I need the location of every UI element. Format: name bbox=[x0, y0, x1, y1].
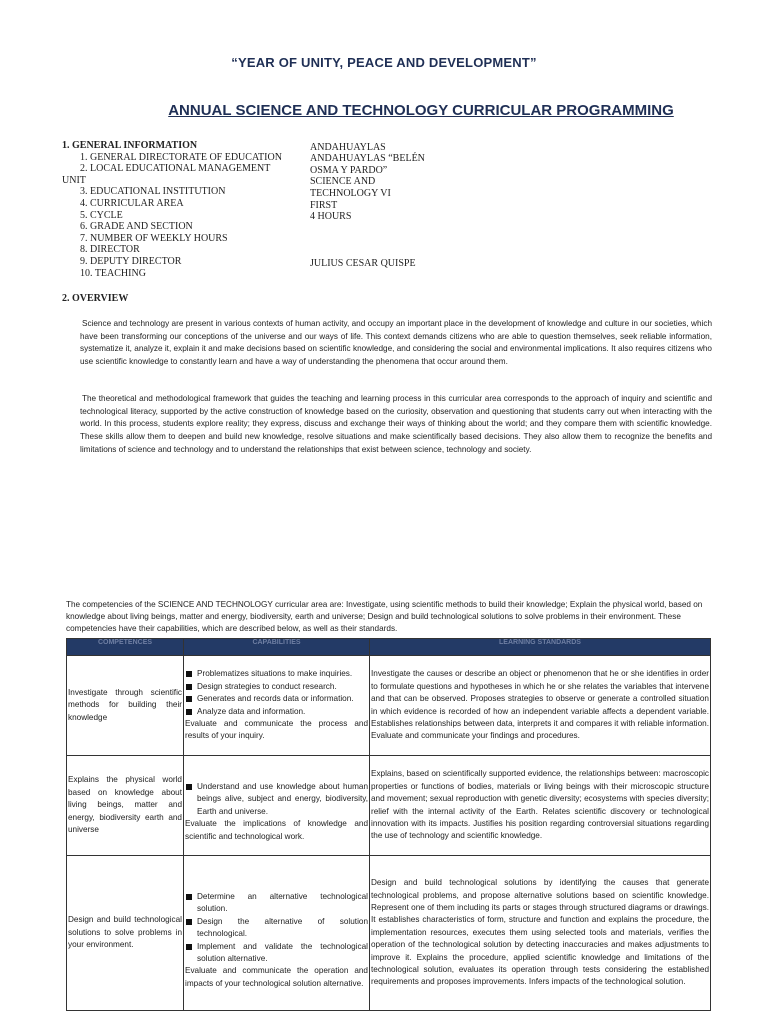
competencies-intro: The competencies of the SCIENCE AND TECHNOLOGY curricular area are: Investigate, using scientific methods to build their knowledge; Explain the physical world, based on knowledge about living beings, matter and energy, biodiversity, earth and universe; Design and build technological solutions to solve problems in their environment. These competencies have their capabilities, which are described below, as well as their standards. bbox=[66, 600, 703, 634]
capability-item: Determine an alternative technological solution. bbox=[185, 891, 368, 916]
info-value bbox=[310, 223, 450, 235]
capability-item: Problematizes situations to make inquiries. bbox=[185, 668, 368, 680]
competencies-table bbox=[66, 638, 711, 1011]
capabilities-cell bbox=[184, 756, 370, 856]
table-row bbox=[67, 856, 711, 1011]
info-value: ANDAHUAYLAS “BELÉN bbox=[310, 153, 425, 165]
info-value: TECHNOLOGY VI bbox=[310, 187, 391, 199]
capability-item: Analyze data and information. bbox=[185, 706, 368, 718]
info-value bbox=[310, 246, 450, 258]
info-label: 10. TEACHING bbox=[80, 267, 146, 279]
info-value: ANDAHUAYLAS bbox=[310, 141, 386, 153]
info-label: 7. NUMBER OF WEEKLY HOURS bbox=[80, 232, 228, 244]
overview-paragraph-2: The theoretical and methodological framework that guides the teaching and learning process in this curricular area corresponds to the approach of inquiry and scientific and technological literacy, supported by the active construction of knowledge based on the curiosity, observation and questioning that students carry out when interacting with the world. In this process, students explore reality; they express, discuss and exchange their ways of thinking about the world; and they compare them with scientific knowledge. These skills allow them to deepen and build new knowledge, resolve situations and make scientifically based decisions. They also allow them to recognize the benefits and limitations of science and technology and to understand the relationships that exist between science, technology and society. bbox=[80, 394, 712, 454]
competence-cell: Investigate through scientific methods for building their knowledge bbox=[67, 656, 184, 756]
info-label: 6. GRADE AND SECTION bbox=[80, 221, 193, 233]
competence-cell: Design and build technological solutions to solve problems in your environment. bbox=[67, 856, 184, 1011]
info-value: OSMA Y PARDO” bbox=[310, 164, 388, 176]
overview-paragraph-1: Science and technology are present in various contexts of human activity, and occupy an important place in the development of knowledge and culture in our societies, which have been transforming our conceptions of the universe and our ways of life. This context demands citizens who are able to question themselves, seek reliable information, systematize it, analyze it, explain it and make decisions based on scientific knowledge, and considering the social and environmental implications. It also requires citizens who use scientific knowledge to constantly learn and have a way of understanding the phenomena that occur around them. bbox=[80, 319, 712, 367]
info-value: FIRST bbox=[310, 199, 338, 211]
info-label: 1. GENERAL DIRECTORATE OF EDUCATION bbox=[80, 151, 282, 163]
section-heading-general-information: 1. GENERAL INFORMATION bbox=[62, 140, 198, 151]
slogan: “YEAR OF UNITY, PEACE AND DEVELOPMENT” bbox=[231, 55, 537, 70]
info-label: 8. DIRECTOR bbox=[80, 244, 140, 256]
info-value bbox=[310, 234, 450, 246]
standard-cell: Investigate the causes or describe an object or phenomenon that he or she identifies in order to formulate questions and hypotheses in which he or she relates the variables that intervene and that can be observed. Proposes strategies to observe or generate a controlled situation in which evidence is recorded of how an independent variable affects a dependent variable. Establishes relationships between data, interprets it and compares it with reliable information. Evaluate and communicate your findings and procedures. bbox=[370, 656, 711, 756]
capability-evaluate: Evaluate and communicate the process and results of your inquiry. bbox=[185, 718, 368, 741]
info-label: 4. CURRICULAR AREA bbox=[80, 197, 184, 209]
column-header-capabilities: CAPABILITIES bbox=[184, 639, 370, 656]
section-heading-overview: 2. OVERVIEW bbox=[62, 293, 129, 304]
page-title: ANNUAL SCIENCE AND TECHNOLOGY CURRICULAR PROGRAMMING bbox=[168, 102, 674, 119]
info-label: 3. EDUCATIONAL INSTITUTION bbox=[80, 186, 226, 198]
capability-item: Understand and use knowledge about human beings alive, subject and energy, biodiversity, Earth and universe. bbox=[185, 781, 368, 818]
capabilities-cell bbox=[184, 656, 370, 756]
info-label: 2. LOCAL EDUCATIONAL MANAGEMENT bbox=[80, 163, 271, 175]
table-header-row bbox=[67, 639, 711, 656]
capability-item: Generates and records data or information. bbox=[185, 693, 368, 705]
table-row bbox=[67, 756, 711, 856]
competence-cell: Explains the physical world based on knowledge about living beings, matter and energy, biodiversity earth and universe bbox=[67, 756, 184, 856]
capability-evaluate: Evaluate and communicate the operation and impacts of your technological solution alternative. bbox=[185, 966, 368, 988]
info-label: 9. DEPUTY DIRECTOR bbox=[80, 255, 182, 267]
capability-item: Design the alternative of solution technological. bbox=[185, 916, 368, 941]
info-value: SCIENCE AND bbox=[310, 176, 376, 188]
column-header-competences: COMPETENCES bbox=[67, 639, 184, 656]
info-label: 5. CYCLE bbox=[80, 209, 123, 221]
info-label: UNIT bbox=[62, 174, 86, 186]
general-information-list bbox=[62, 140, 312, 279]
capability-item: Design strategies to conduct research. bbox=[185, 681, 368, 693]
column-header-learning-standards: LEARNING STANDARDS bbox=[370, 639, 711, 656]
standard-cell: Explains, based on scientifically supported evidence, the relationships between: macroscopic properties or functions of bodies, materials or living beings with their microscopic structure and movement; sexual reproduction with genetic diversity; ecosystems with species diversity; relief with the internal activity of the Earth. Relates scientific discovery or technological innovation with its impacts. Justifies his position regarding controversial situations regarding the use of technology and scientific knowledge. bbox=[370, 756, 711, 856]
capabilities-cell bbox=[184, 856, 370, 1011]
info-value: JULIUS CESAR QUISPE bbox=[310, 257, 416, 269]
capability-evaluate: Evaluate the implications of knowledge and scientific and technological work. bbox=[185, 819, 368, 841]
standard-cell: Design and build technological solutions by identifying the causes that generate technological problems, and propose alternative solutions based on scientific knowledge. Represent one of them including its parts or stages through structured diagrams or drawings. It establishes characteristics of form, structure and function and explains the procedure, the implementation resources, executes them using selected tools and materials, verifies the operation of the technological solution by detecting inaccuracies and makes adjustments to improve it. Explains the procedure, applied scientific knowledge and limitations of the technological solution, evaluates its operation through tests considering the established requirements and proposes improvements. Infers impacts of the technological solution. bbox=[370, 856, 711, 1011]
capability-item: Implement and validate the technological solution alternative. bbox=[185, 941, 368, 966]
info-value: 4 HOURS bbox=[310, 211, 352, 223]
table-row bbox=[67, 656, 711, 756]
general-information-values bbox=[310, 142, 450, 270]
